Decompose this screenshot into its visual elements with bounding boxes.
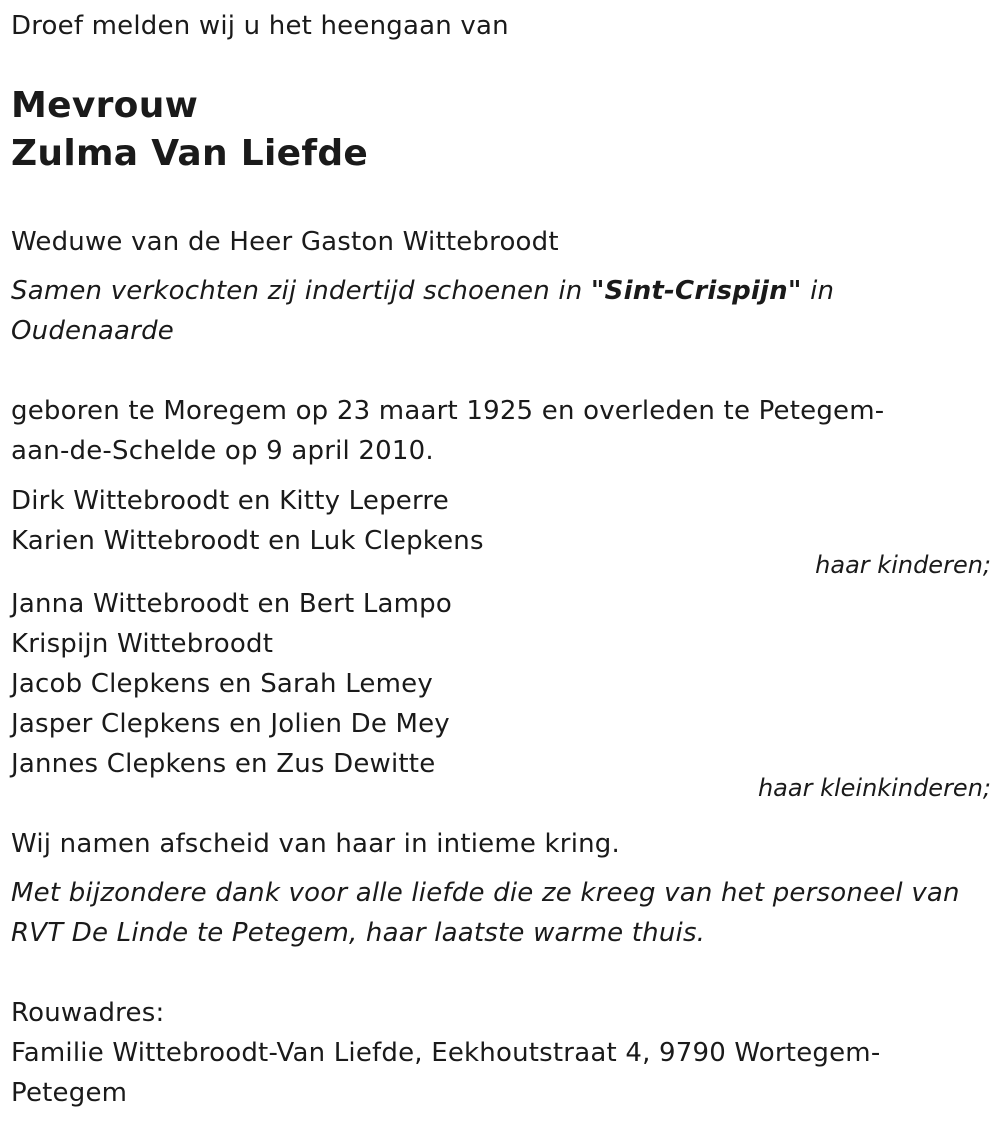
farewell-text: Wij namen afscheid van haar in intieme kring. (11, 829, 620, 859)
deceased-name: Zulma Van Liefde (11, 133, 369, 174)
shop-prefix: Samen verkochten zij indertijd schoenen in (11, 276, 591, 306)
children-label: haar kinderen; (815, 551, 991, 579)
address-line-1: Familie Wittebroodt-Van Liefde, Eekhoutstraat 4, 9790 Wortegem- (11, 1038, 881, 1068)
grandchild-name: Jannes Clepkens en Zus Dewitte (11, 749, 436, 779)
child-name: Dirk Wittebroodt en Kitty Leperre (11, 486, 449, 516)
shop-suffix: in (801, 276, 835, 306)
grandchild-name: Jasper Clepkens en Jolien De Mey (11, 709, 450, 739)
birth-death-line-1: geboren te Moregem op 23 maart 1925 en overleden te Petegem- (11, 396, 885, 426)
intro-text: Droef melden wij u het heengaan van (11, 11, 509, 41)
child-name: Karien Wittebroodt en Luk Clepkens (11, 526, 484, 556)
shop-line (11, 271, 834, 311)
grandchildren-label: haar kleinkinderen; (757, 774, 991, 802)
birth-death-line-2: aan-de-Schelde op 9 april 2010. (11, 436, 434, 466)
grandchild-name: Krispijn Wittebroodt (11, 629, 274, 659)
thanks-line-1: Met bijzondere dank voor alle liefde die ze kreeg van het personeel van (11, 878, 960, 908)
grandchild-name: Jacob Clepkens en Sarah Lemey (11, 669, 433, 699)
widow-line: Weduwe van de Heer Gaston Wittebroodt (11, 227, 559, 257)
shop-name: "Sint-Crispijn" (590, 276, 802, 306)
deceased-title: Mevrouw (11, 85, 199, 126)
address-label: Rouwadres: (11, 998, 165, 1028)
address-line-2: Petegem (11, 1078, 128, 1108)
grandchild-name: Janna Wittebroodt en Bert Lampo (11, 589, 452, 619)
thanks-line-2: RVT De Linde te Petegem, haar laatste warme thuis. (11, 918, 706, 948)
shop-line-2: Oudenaarde (11, 316, 174, 346)
